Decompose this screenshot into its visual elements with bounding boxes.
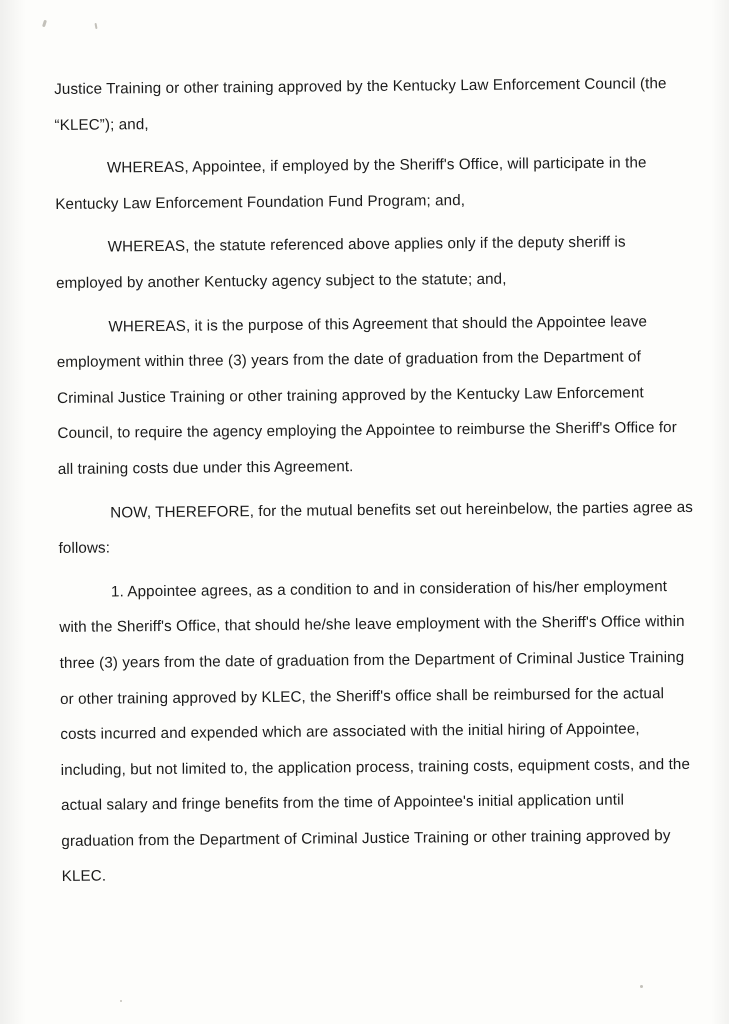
scan-artifact-speck [94,23,97,29]
paragraph-clause-1: 1. Appointee agrees, as a condition to and in consideration of his/her employment with the Sheriff's Office, that should he/she leave employment with the Sheriff's Office within three (3) years from the date of graduation from the Department of Criminal Justice Training or other training approved by KLEC, the Sheriff's office shall be reimbursed for the actual costs incurred and expended which are associated with the initial hiring of Appointee, including, but not limited to, the application process, training costs, equipment costs, and the actual salary and fringe benefits from the time of Appointee's initial application until graduation from the Department of Criminal Justice Training or other training approved by KLEC. [59,577,691,886]
paragraph-whereas-purpose: WHEREAS, it is the purpose of this Agreement that should the Appointee leave employment within three (3) years from the date of graduation from the Department of Criminal Justice Training or other training approved by the Kentucky Law Enforcement Council, to require the agency employing the Appointee to reimburse the Sheriff's Office for all training costs due under this Agreement. [56,312,677,478]
paragraph-whereas-statute: WHEREAS, the statute referenced above applies only if the deputy sheriff is employed by another Kentucky agency subject to the statute; and, [55,233,626,292]
scan-artifact-speck [42,20,47,28]
paragraph-whereas-foundation-fund: WHEREAS, Appointee, if employed by the Sheriff's Office, will participate in the Kentucky Law Enforcement Foundation Fund Program; and, [55,154,647,213]
scan-artifact-speck [120,1000,122,1002]
paragraph-now-therefore: NOW, THEREFORE, for the mutual benefits set out hereinbelow, the parties agree as follows: [58,498,693,558]
scan-artifact-speck [640,985,643,988]
document-body [54,66,698,903]
paragraph-klec-continuation: Justice Training or other training approved by the Kentucky Law Enforcement Council (the “KLEC”); and, [54,75,667,134]
